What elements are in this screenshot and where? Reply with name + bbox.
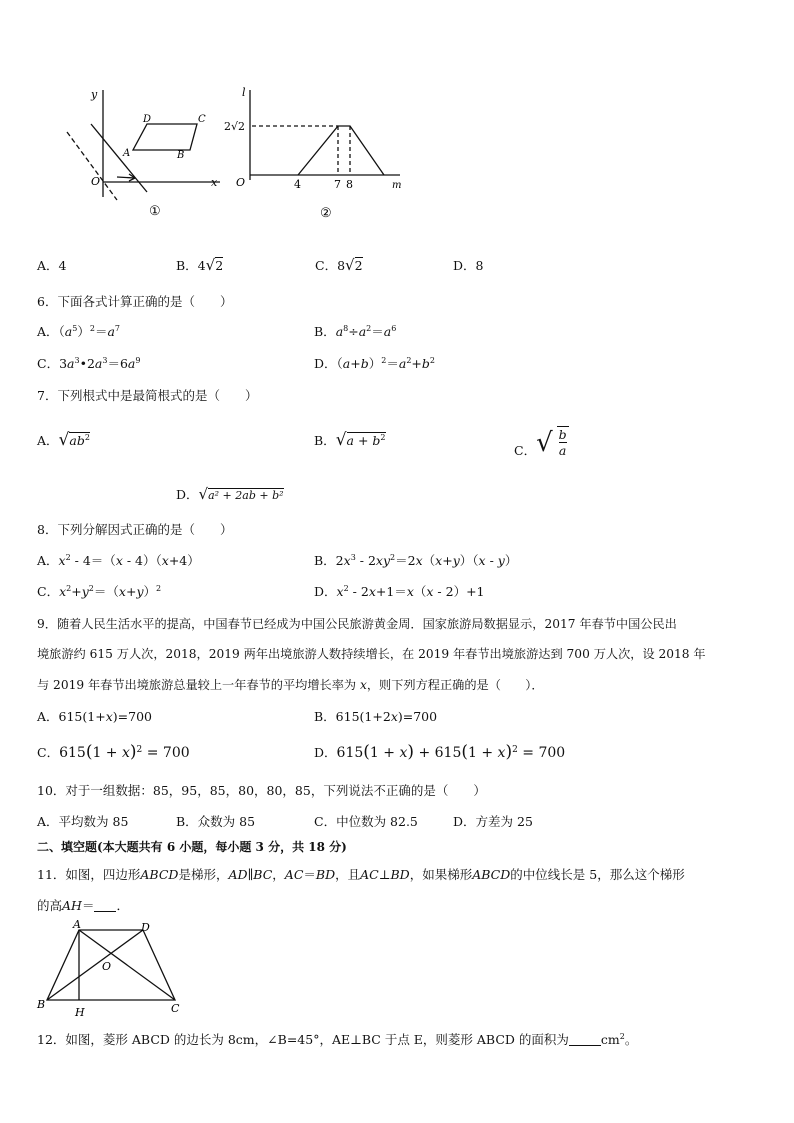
fig1-caption: ① — [149, 204, 161, 219]
q8-option-c: C．$x^2+y^2=(x+y)^2$ — [37, 584, 162, 599]
q5-option-c-prefix: C．8 — [315, 258, 346, 273]
fig1-point-d: D — [143, 114, 152, 125]
q8-stem: 8．下列分解因式正确的是（ ） — [37, 522, 233, 537]
q6-option-a: A．$(a^5)^2=a^7$ — [37, 324, 120, 339]
trap-point-o: O — [102, 960, 112, 973]
q7-option-a: A．$√ab^2$ — [37, 430, 90, 450]
q5-option-d: D．8 — [453, 258, 484, 273]
radical-sign: √ — [536, 428, 553, 458]
q5-option-b — [176, 256, 223, 274]
q5-option-b-prefix: B．4 — [176, 258, 206, 273]
q10-stem: 10．对于一组数据：85，95，85，80，80，85，下列说法不正确的是（ ） — [37, 783, 486, 798]
q6-option-d: D．$(a+b)^2=a^2+b^2$ — [314, 356, 435, 371]
q10-option-b: B．众数为 85 — [176, 814, 256, 829]
trap-point-h: H — [75, 1006, 85, 1019]
figure-trapezoid — [35, 918, 185, 1020]
q10-option-a: A．平均数为 85 — [37, 814, 129, 829]
q5-option-b-radicand: 2 — [215, 258, 224, 273]
q6-option-b: B．$a^8\div a^2=a^6$ — [314, 324, 397, 339]
figure-2 — [222, 82, 412, 222]
q10-option-d: D．方差为 25 — [453, 814, 533, 829]
trap-point-c: C — [171, 1002, 180, 1015]
radical-sign: √ — [345, 256, 355, 274]
q8-option-d: D．$x^2 - 2x+1=x(x - 2)+1$ — [314, 584, 485, 599]
q12-text: 12．如图，菱形 ABCD 的边长为 8cm，∠B=45°，AE⊥BC 于点 E，则菱形 ABCD 的面积为 $cm^2$。 — [37, 1032, 638, 1047]
radical-sign: √ — [198, 485, 209, 503]
q7-stem: 7．下列根式中是最简根式的是（ ） — [37, 388, 258, 403]
q9-option-d: D．$615(1 + x) + 615(1 + x)^2 = 700$ — [314, 742, 566, 762]
radical-sign: √ — [205, 256, 216, 274]
fig2-caption: ② — [320, 206, 332, 221]
trap-point-b: B — [37, 998, 46, 1011]
fig1-y-label: y — [91, 88, 98, 101]
q7-option-b: B．$√a + b^2$ — [314, 430, 386, 450]
answer-blank[interactable] — [569, 1045, 601, 1046]
q9-option-c: C．$615(1 + x)^2 = 700$ — [37, 742, 190, 762]
q10-option-c: C．中位数为 82.5 — [314, 814, 418, 829]
fig1-origin-label: O — [91, 175, 101, 188]
q11-line-1: 11．如图，四边形ABCD是梯形，AD∥BC，AC＝BD，且AC⊥BD，如果梯形ABCD的中位线长是 5，那么这个梯形 — [37, 867, 685, 882]
q5-option-c — [315, 256, 363, 274]
q6-stem: 6．下面各式计算正确的是（ ） — [37, 294, 233, 309]
fig2-x-tick-4: 4 — [294, 178, 301, 191]
fig2-x-tick-7: 7 — [334, 178, 341, 191]
q9-line-1: 9．随着人民生活水平的提高，中国春节已经成为中国公民旅游黄金周．国家旅游局数据显示，2017 年春节中国公民出 — [37, 617, 677, 631]
q8-option-b: B．$2x^3 - 2xy^2=2x(x+y)(x - y)$ — [314, 553, 518, 568]
fig2-y-label: l — [242, 86, 246, 99]
fig2-origin-label: O — [236, 176, 246, 189]
section-2-heading: 二、填空题(本大题共有 6 小题，每小题 3 分，共 18 分) — [37, 840, 347, 854]
fig2-y-tick: 2√2 — [224, 120, 246, 133]
q5-option-c-radicand: 2 — [354, 258, 363, 273]
fig1-point-b: B — [177, 150, 185, 161]
q8-option-a: A．$x^2 - 4=(x - 4)(x+4)$ — [37, 553, 200, 568]
radical-sign: √ — [335, 430, 347, 450]
trap-point-a: A — [73, 918, 81, 931]
fig1-point-a: A — [123, 148, 131, 159]
fig2-x-tick-8: 8 — [346, 178, 353, 191]
fig1-x-label: x — [211, 176, 218, 189]
answer-blank[interactable] — [94, 911, 116, 912]
figure-1 — [55, 82, 235, 217]
fig2-x-label: m — [392, 180, 402, 191]
q7-option-d: D．√a² + 2ab + b² — [176, 485, 284, 503]
trap-point-d: D — [141, 921, 150, 934]
q9-option-b: B．615(1+2x)=700 — [314, 709, 438, 724]
q9-option-a: A．615(1+x)=700 — [37, 709, 152, 724]
q11-line-2: 的高AH＝ ． — [37, 898, 129, 913]
fig1-point-c: C — [198, 114, 206, 125]
q9-line-2: 境旅游约 615 万人次，2018，2019 两年出境旅游人数持续增长，在 2019 年春节出境旅游达到 700 万人次，设 2018 年 — [37, 647, 706, 661]
q6-option-c: C．$3a^3•2a^3=6a^9$ — [37, 356, 141, 371]
q5-option-a: A．4 — [37, 258, 67, 273]
q9-line-3: 与 2019 年春节出境旅游总量较上一年春节的平均增长率为 x，则下列方程正确的是（ ）． — [37, 678, 544, 692]
q7-option-c: C．√ $\frac{b}{a}$ — [514, 427, 567, 458]
radical-sign: √ — [58, 430, 70, 450]
